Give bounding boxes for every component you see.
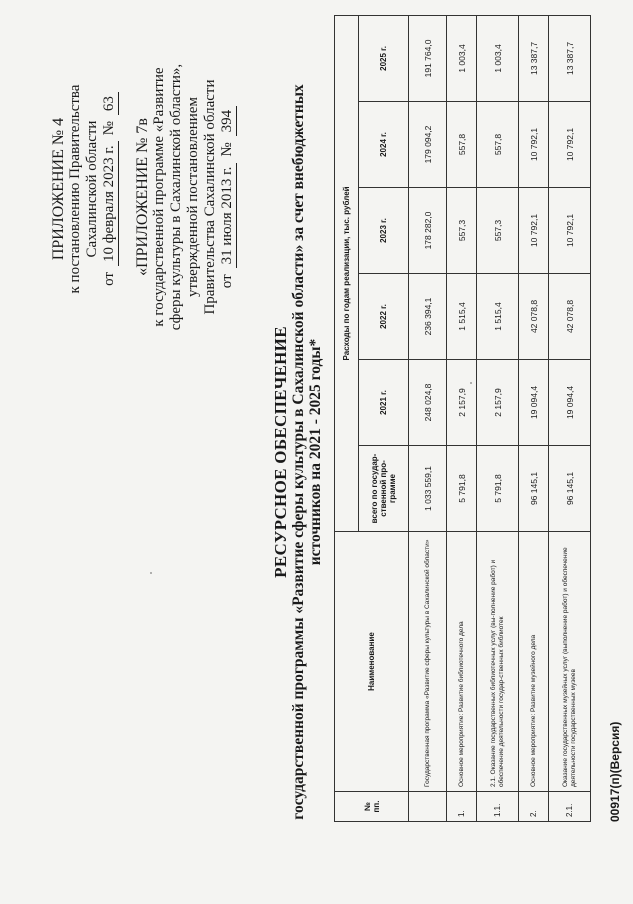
row-value: 557,8 [447, 102, 477, 188]
row-name: Оказание государственных музейных услуг (выполнение работ) и обеспечение деятельности государственных музеев [549, 532, 591, 792]
row-value: 2 157,9 [477, 360, 519, 446]
document-subtitle: государственной программы «Развитие сферы культуры в Сахалинской области» за счет внебюджетных [290, 84, 307, 820]
approval-date-line [219, 62, 237, 332]
row-value: 557,3 [477, 188, 519, 274]
table-row [519, 15, 549, 821]
col-header-year: 2023 г. [359, 188, 409, 274]
row-value: 19 094,4 [519, 360, 549, 446]
row-total: 5 791,8 [447, 446, 477, 532]
approval-line: к постановлению Правительства [67, 84, 83, 294]
row-num [409, 792, 447, 822]
row-total: 96 145,1 [519, 446, 549, 532]
approval-date-line [101, 59, 119, 319]
table-row [447, 15, 477, 821]
row-num: 1.1. [477, 792, 519, 822]
approval-date: 10 февраля 2023 г. [101, 141, 119, 266]
row-name: Основное мероприятие: Развитие библиотечного дела [447, 532, 477, 792]
scan-speck [470, 382, 472, 384]
row-value: 19 094,4 [549, 360, 591, 446]
row-value: 1 003,4 [477, 15, 519, 101]
approval-number: 63 [101, 92, 119, 115]
row-value: 2 157,9 [447, 360, 477, 446]
row-num: 2. [519, 792, 549, 822]
approval-line: Сахалинской области [84, 120, 100, 258]
row-value: 10 792,1 [549, 102, 591, 188]
row-value: 42 078,8 [519, 274, 549, 360]
row-value: 13 387,7 [549, 15, 591, 101]
row-value: 1 003,4 [447, 15, 477, 101]
row-value: 248 024,8 [409, 360, 447, 446]
row-value: 557,3 [447, 188, 477, 274]
row-name: Государственная программа «Развитие сферы культуры в Сахалинской области» [409, 532, 447, 792]
row-total: 5 791,8 [477, 446, 519, 532]
approval-line: к государственной программе «Развитие [151, 67, 167, 327]
row-value: 1 515,4 [477, 274, 519, 360]
col-header-name: Наименование [335, 532, 409, 792]
row-num: 1. [447, 792, 477, 822]
row-value: 1 515,4 [447, 274, 477, 360]
row-value: 10 792,1 [519, 188, 549, 274]
document-subtitle: источников на 2021 - 2025 годы* [307, 338, 324, 566]
row-total: 1 033 559,1 [409, 446, 447, 532]
row-value: 13 387,7 [519, 15, 549, 101]
from-label: от [219, 274, 235, 289]
col-header-num: № пп. [335, 792, 409, 822]
row-value: 42 078,8 [549, 274, 591, 360]
resource-table [334, 15, 591, 822]
row-value: 178 282,0 [409, 188, 447, 274]
approval-block-program [134, 62, 237, 332]
col-header-year: 2022 г. [359, 274, 409, 360]
row-name: Основное мероприятие: Развитие музейного дела [519, 532, 549, 792]
from-label: от [101, 272, 117, 286]
row-value: 179 094,2 [409, 102, 447, 188]
row-value: 10 792,1 [519, 102, 549, 188]
row-value: 557,8 [477, 102, 519, 188]
table-row [549, 15, 591, 821]
row-total: 96 145,1 [549, 446, 591, 532]
col-header-expenses: Расходы по годам реализации, тыс. рублей [335, 15, 359, 531]
approval-date: 31 июля 2013 г. [219, 163, 237, 269]
col-header-year: 2025 г. [359, 15, 409, 101]
number-label: № [219, 142, 235, 157]
approval-number: 394 [219, 106, 237, 137]
approval-line: сферы культуры в Сахалинской области», [168, 63, 184, 331]
appendix-heading: «ПРИЛОЖЕНИЕ № 7в [134, 118, 151, 276]
number-label: № [101, 121, 117, 136]
appendix-heading: ПРИЛОЖЕНИЕ № 4 [50, 117, 67, 261]
table-row [409, 15, 447, 821]
col-header-year: 2024 г. [359, 102, 409, 188]
approval-block-decree [50, 59, 119, 319]
row-name: 2.1. Оказание государственных библиотечных услуг (вы-полнение работ) и обеспечение деятельности государ-ственных библиотек [477, 532, 519, 792]
row-value: 236 394,1 [409, 274, 447, 360]
col-header-total: всего по государ-ственной про-грамме [359, 446, 409, 532]
table-row [477, 15, 519, 821]
approval-line: утвержденной постановлением [185, 97, 201, 297]
col-header-year: 2021 г. [359, 360, 409, 446]
version-footer: 00917(п)(Версия) [608, 721, 622, 822]
row-value: 10 792,1 [549, 188, 591, 274]
approval-line: Правительства Сахалинской области [202, 79, 218, 315]
document-title: РЕСУРСНОЕ ОБЕСПЕЧЕНИЕ [271, 326, 290, 578]
row-value: 191 764,0 [409, 15, 447, 101]
row-num: 2.1. [549, 792, 591, 822]
scan-speck [150, 572, 152, 574]
